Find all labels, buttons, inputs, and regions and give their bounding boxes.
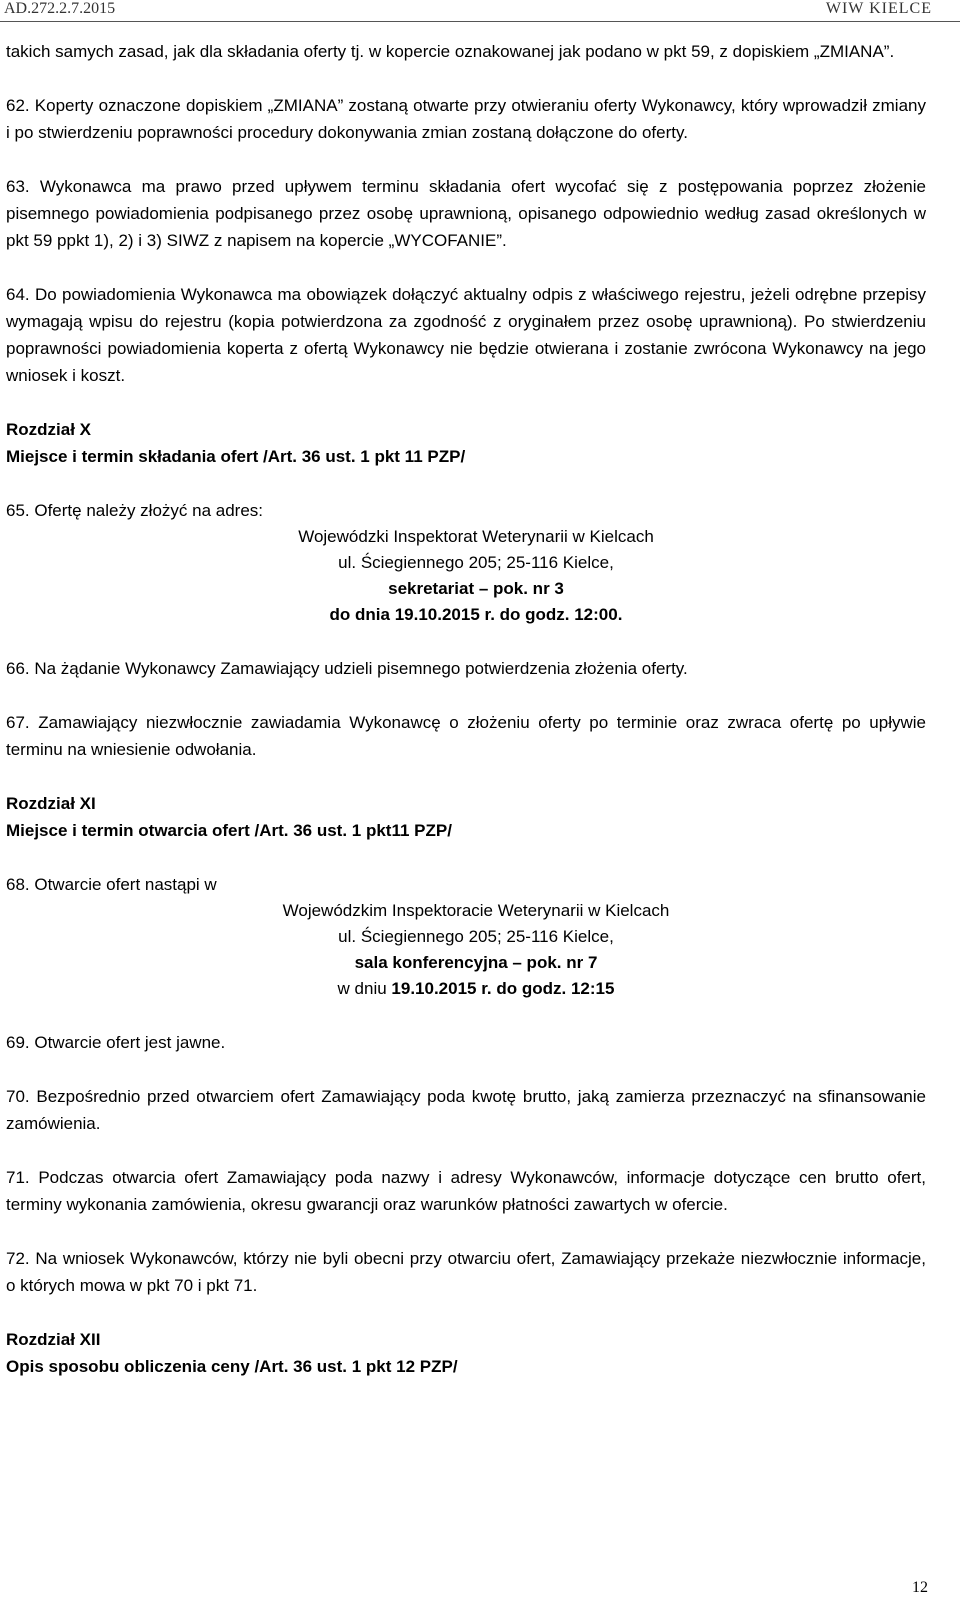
- chapter-xi-title: Rozdział XI: [6, 794, 96, 813]
- paragraph-68: 68. Otwarcie ofert nastąpi w: [6, 875, 217, 894]
- chapter-xi-subtitle: Miejsce i termin otwarcia ofert /Art. 36 ust. 1 pkt11 PZP/: [6, 821, 452, 840]
- opening-address-street: ul. Ściegiennego 205; 25-116 Kielce,: [338, 927, 614, 946]
- opening-address: [6, 898, 926, 1002]
- header-divider: [0, 21, 960, 22]
- paragraph-72: 72. Na wniosek Wykonawców, którzy nie byli obecni przy otwarciu ofert, Zamawiający przekaże niezwłocznie informacje, o których mowa w pkt 70 i pkt 71.: [6, 1249, 926, 1295]
- document-body: [6, 38, 926, 1380]
- opening-address-room: sala konferencyjna – pok. nr 7: [354, 953, 598, 972]
- paragraph-61-continuation: takich samych zasad, jak dla składania oferty tj. w kopercie oznakowanej jak podano w pkt 59, z dopiskiem „ZMIANA”.: [6, 42, 895, 61]
- chapter-x-subtitle: Miejsce i termin składania ofert /Art. 36 ust. 1 pkt 11 PZP/: [6, 447, 466, 466]
- document-reference: AD.272.2.7.2015: [4, 0, 116, 17]
- opening-date-value: 19.10.2015 r. do godz. 12:15: [391, 979, 615, 998]
- submission-address-street: ul. Ściegiennego 205; 25-116 Kielce,: [338, 553, 614, 572]
- paragraph-66: 66. Na żądanie Wykonawcy Zamawiający udzieli pisemnego potwierdzenia złożenia oferty.: [6, 659, 688, 678]
- institution-name: WIW KIELCE: [825, 0, 932, 17]
- submission-deadline: do dnia 19.10.2015 r. do godz. 12:00.: [329, 605, 623, 624]
- opening-address-institution: Wojewódzkim Inspektoracie Weterynarii w Kielcach: [282, 901, 670, 920]
- paragraph-69: 69. Otwarcie ofert jest jawne.: [6, 1033, 226, 1052]
- page-header: [0, 0, 960, 22]
- paragraph-70: 70. Bezpośrednio przed otwarciem ofert Zamawiający poda kwotę brutto, jaką zamierza przeznaczyć na sfinansowanie zamówienia.: [6, 1087, 926, 1133]
- paragraph-62: 62. Koperty oznaczone dopiskiem „ZMIANA” zostaną otwarte przy otwieraniu oferty Wykonawcy, który wprowadził zmiany i po stwierdzeniu poprawności procedury dokonywania zmian zostaną dołączone do oferty.: [6, 96, 926, 142]
- paragraph-65: 65. Ofertę należy złożyć na adres:: [6, 501, 264, 520]
- paragraph-67: 67. Zamawiający niezwłocznie zawiadamia Wykonawcę o złożeniu oferty po terminie oraz zwraca ofertę po upływie terminu na wniesienie odwołania.: [6, 713, 926, 759]
- submission-address-institution: Wojewódzki Inspektorat Weterynarii w Kielcach: [298, 527, 654, 546]
- chapter-x-title: Rozdział X: [6, 420, 92, 439]
- opening-date-prefix: w dniu: [337, 979, 392, 998]
- page-number: 12: [912, 1579, 928, 1596]
- opening-date: [26, 976, 926, 1002]
- paragraph-71: 71. Podczas otwarcia ofert Zamawiający poda nazwy i adresy Wykonawców, informacje dotyczące cen brutto ofert, terminy wykonania zamówienia, okresu gwarancji oraz warunków płatności zawartych w ofercie.: [6, 1168, 926, 1214]
- paragraph-63: 63. Wykonawca ma prawo przed upływem terminu składania ofert wycofać się z postępowania poprzez złożenie pisemnego powiadomienia podpisanego przez osobę uprawnioną, opisanego odpowiednio według zasad określonych w pkt 59 ppkt 1), 2) i 3) SIWZ z napisem na kopercie „WYCOFANIE”.: [6, 177, 926, 250]
- chapter-xii-title: Rozdział XII: [6, 1330, 101, 1349]
- submission-address: [6, 524, 926, 628]
- paragraph-64: 64. Do powiadomienia Wykonawca ma obowiązek dołączyć aktualny odpis z właściwego rejestru, jeżeli odrębne przepisy wymagają wpisu do rejestru (kopia potwierdzona za zgodność z oryginałem przez osobę uprawnioną). Po stwierdzeniu poprawności powiadomienia koperta z ofertą Wykonawcy nie będzie otwierana i zostanie zwrócona Wykonawcy na jego wniosek i koszt.: [6, 285, 926, 385]
- submission-address-room: sekretariat – pok. nr 3: [388, 579, 564, 598]
- chapter-xii-subtitle: Opis sposobu obliczenia ceny /Art. 36 ust. 1 pkt 12 PZP/: [6, 1357, 458, 1376]
